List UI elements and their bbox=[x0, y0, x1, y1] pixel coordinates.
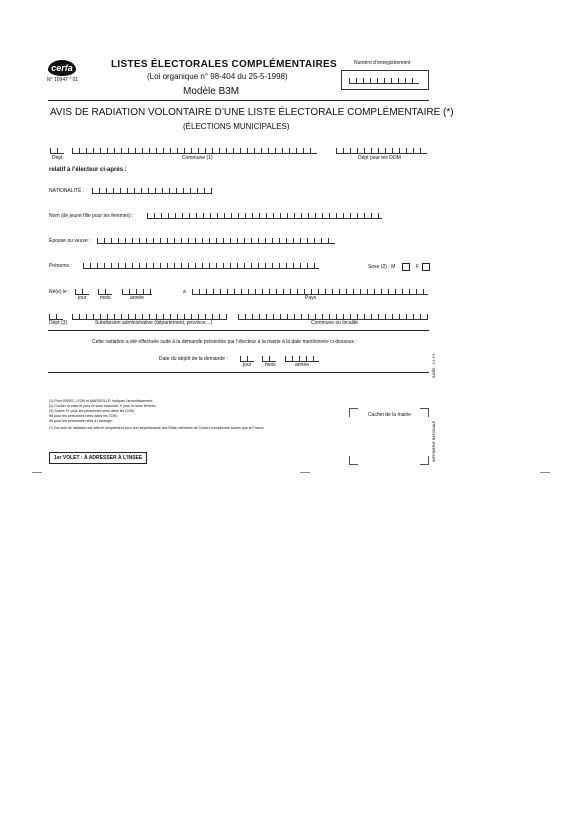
dept3-label: Dépt (3) bbox=[49, 320, 68, 326]
nationality-field[interactable] bbox=[92, 188, 212, 194]
law-reference: (Loi organique n° 98-404 du 25-5-1998) bbox=[147, 72, 288, 81]
destination-label: 1er VOLET : À ADRESSER À L’INSEE bbox=[49, 452, 147, 464]
sex-m-checkbox[interactable] bbox=[402, 263, 410, 271]
crop-mark bbox=[300, 472, 310, 473]
side-printer: IMPRIMERIE NATIONALE bbox=[432, 420, 436, 462]
footnote: (1) Pour PARIS, LYON et MARSEILLE, indiquer l’arrondissement. bbox=[49, 399, 154, 403]
footnote: 98 pour les personnes nées dans les TOM, bbox=[49, 414, 118, 418]
firstnames-field[interactable] bbox=[83, 263, 319, 269]
divider bbox=[48, 372, 429, 373]
birth-year-label: année bbox=[130, 295, 144, 301]
name-label: Nom (de jeune fille pour les femmes) : bbox=[49, 213, 134, 219]
footnote: (*) Cet avis de radiation est délivré uniquement pour les ressortissants des États membres de l’Union européenne autres que la France. bbox=[49, 426, 265, 430]
deposit-year-label: année bbox=[295, 362, 309, 368]
divider bbox=[48, 330, 429, 331]
commune-field[interactable] bbox=[72, 148, 317, 154]
form-main-title: AVIS DE RADIATION VOLONTAIRE D’UNE LISTE ÉLECTORALE COMPLÉMENTAIRE (*) bbox=[50, 107, 454, 118]
footnotes bbox=[49, 399, 339, 431]
deposit-month-label: mois bbox=[265, 362, 276, 368]
stamp-label: Cachet de la mairie bbox=[368, 412, 412, 418]
crop-mark bbox=[540, 472, 550, 473]
stamp-corner bbox=[420, 408, 429, 417]
footnote: (3) Suivre 97 pour les personnes nées dans les DOM, bbox=[49, 409, 135, 413]
stamp-corner bbox=[420, 456, 429, 465]
elector-heading: relatif à l’électeur ci-après : bbox=[49, 167, 127, 173]
birth-place-at: à bbox=[183, 289, 186, 295]
footnote: 99 pour les personnes nées à l’étranger. bbox=[49, 419, 114, 423]
country-label: Pays bbox=[305, 295, 317, 301]
radiation-text: Cette radiation a été effectuée suite à la demande présentée par l’électeur à la mairie à la date mentionnée ci-dessous : bbox=[92, 339, 357, 345]
stamp-corner bbox=[349, 408, 358, 417]
dept-label: Dépt bbox=[52, 155, 63, 161]
side-code: INSEE - 0 4 9 9 bbox=[432, 353, 436, 378]
divider bbox=[48, 100, 429, 101]
registration-label: Numéro d’enregistrement bbox=[354, 60, 411, 66]
spouse-field[interactable] bbox=[97, 238, 335, 244]
registration-number-field[interactable] bbox=[349, 78, 419, 84]
document-title: LISTES ÉLECTORALES COMPLÉMENTAIRES bbox=[111, 59, 337, 70]
sex-label: Sexe (2) : M bbox=[368, 264, 396, 270]
crop-mark bbox=[32, 472, 42, 473]
commune-label: Commune (1) bbox=[182, 155, 213, 161]
cerfa-number: N° 10947 * 01 bbox=[47, 77, 79, 83]
birth-day-label: jour bbox=[78, 295, 87, 301]
birth-label: Né(e) le : bbox=[49, 289, 70, 295]
nationality-label: NATIONALITÉ : bbox=[49, 188, 85, 194]
registration-box[interactable] bbox=[341, 70, 429, 90]
commune-locality-label: Commune ou localité bbox=[311, 320, 358, 326]
subdivision-label: Subdivision administrative (département, province…) bbox=[95, 320, 213, 326]
name-field[interactable] bbox=[147, 213, 382, 219]
spouse-label: Épouse ou veuve : bbox=[49, 238, 91, 244]
footnote: (2) Cocher la case M pour le sexe masculin, F pour le sexe féminin. bbox=[49, 404, 157, 408]
deposit-day-label: jour bbox=[243, 362, 252, 368]
form-subtitle: (ÉLECTIONS MUNICIPALES) bbox=[183, 122, 290, 131]
dept-dom-field[interactable] bbox=[336, 148, 427, 154]
stamp-corner bbox=[349, 456, 358, 465]
deposit-date-label: Date du dépôt de la demande : bbox=[159, 356, 228, 362]
firstnames-label: Prénoms : bbox=[49, 263, 72, 269]
sex-f-label: F bbox=[416, 264, 420, 270]
model-label: Modèle B3M bbox=[183, 86, 240, 97]
birth-month-label: mois bbox=[100, 295, 111, 301]
sex-f-checkbox[interactable] bbox=[422, 263, 430, 271]
cerfa-logo: cerfa bbox=[48, 60, 76, 76]
dept-dom-label: Dépt pour les DOM bbox=[358, 155, 401, 161]
dept-field[interactable] bbox=[50, 148, 64, 154]
